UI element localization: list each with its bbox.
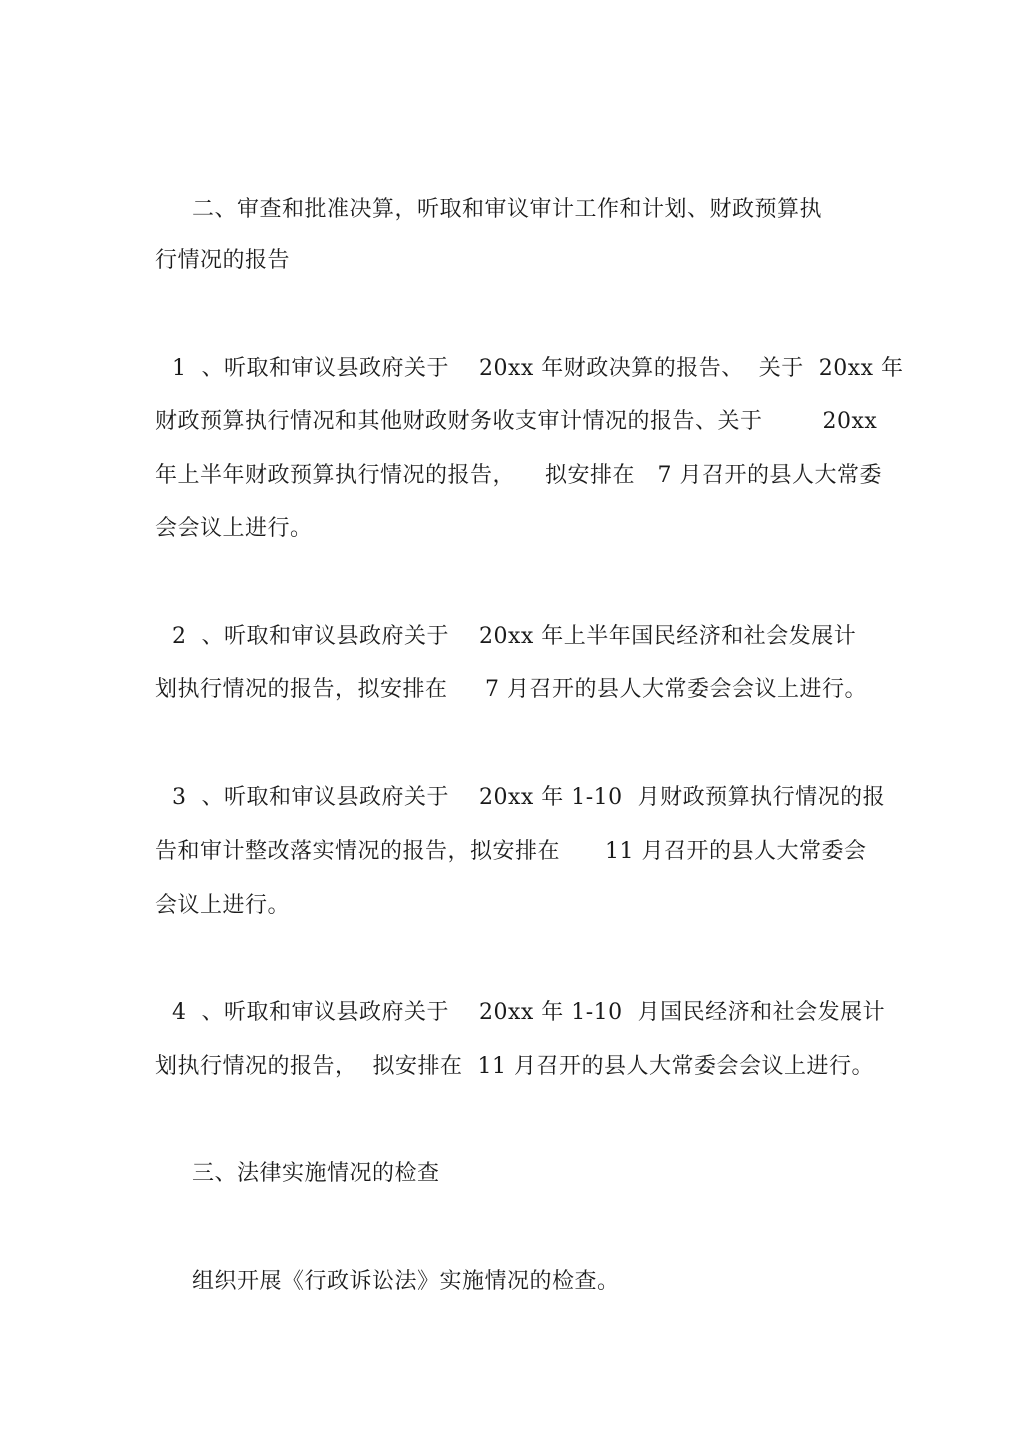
item-1-line-1: 1 、听取和审议县政府关于 20xx 年财政决算的报告、 关于 20xx 年 — [172, 356, 904, 381]
item-2-line-2: 划执行情况的报告，拟安排在 7 月召开的县人大常委会会议上进行。 — [155, 677, 867, 702]
item-4-line-1: 4 、听取和审议县政府关于 20xx 年 1-10 月国民经济和社会发展计 — [172, 1000, 886, 1025]
item-1-line-3: 年上半年财政预算执行情况的报告， 拟安排在 7 月召开的县人大常委 — [155, 463, 882, 488]
item-3-line-3: 会议上进行。 — [155, 893, 291, 918]
section-2-heading-line-1: 二、审查和批准决算，听取和审议审计工作和计划、财政预算执 — [192, 197, 823, 222]
section-3-body: 组织开展《行政诉讼法》实施情况的检查。 — [192, 1269, 620, 1294]
section-2-heading-line-2: 行情况的报告 — [155, 248, 291, 273]
item-1-line-4: 会会议上进行。 — [155, 516, 313, 541]
item-3-line-1: 3 、听取和审议县政府关于 20xx 年 1-10 月财政预算执行情况的报 — [172, 785, 886, 810]
item-3-line-2: 告和审计整改落实情况的报告，拟安排在 11 月召开的县人大常委会 — [155, 839, 867, 864]
item-1-line-2: 财政预算执行情况和其他财政财务收支审计情况的报告、关于 20xx — [155, 409, 878, 434]
item-4-line-2: 划执行情况的报告， 拟安排在 11 月召开的县人大常委会会议上进行。 — [155, 1054, 874, 1079]
item-2-line-1: 2 、听取和审议县政府关于 20xx 年上半年国民经济和社会发展计 — [172, 624, 857, 649]
section-3-heading: 三、法律实施情况的检查 — [192, 1161, 440, 1186]
